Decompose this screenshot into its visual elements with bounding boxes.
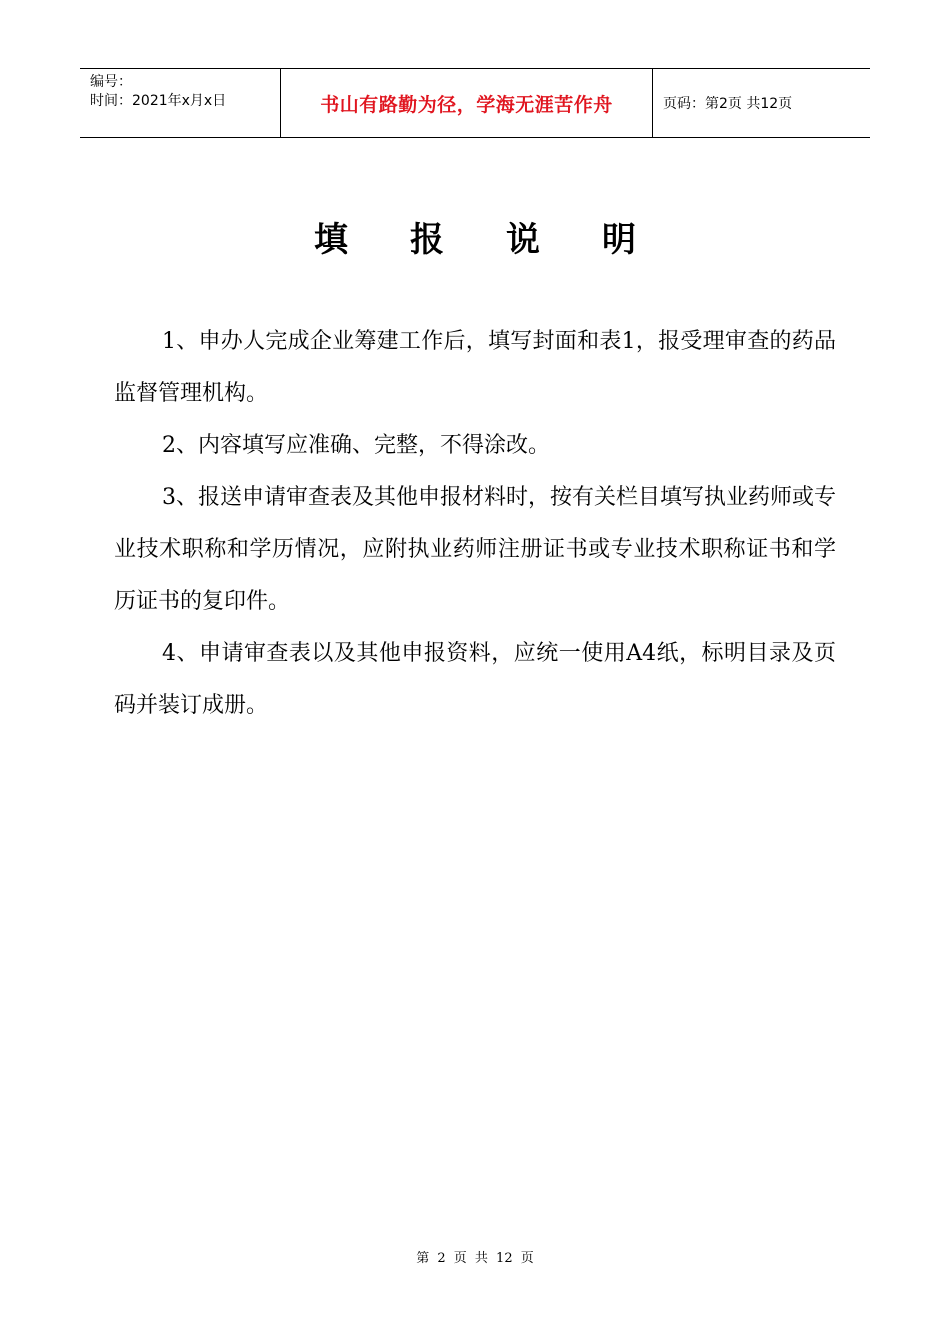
instruction-paragraph-4: 4、申请审查表以及其他申报资料，应统一使用A4纸，标明目录及页码并装订成册。 [114,641,836,718]
header-motto: 书山有路勤为径，学海无涯苦作舟 [281,69,653,137]
header-page-label: 页码：第2页 共12页 [663,96,793,112]
page-footer: 第 2 页 共 12 页 [416,1251,534,1266]
instruction-paragraph-1: 1、申办人完成企业筹建工作后，填写封面和表1，报受理审查的药品监督管理机构。 [114,329,836,406]
instruction-paragraph-3: 3、报送申请审查表及其他申报材料时，按有关栏目填写执业药师或专业技术职称和学历情况，应附执业药师注册证书或专业技术职称证书和学历证书的复印件。 [114,485,836,614]
header-meta-cell [80,69,281,137]
page-title: 填报说明 [314,220,698,260]
instruction-paragraph-2: 2、内容填写应准确、完整，不得涂改。 [162,433,550,458]
document-number-label: 编号： [90,74,132,90]
document-header [80,68,870,138]
document-time-label: 时间：2021年x月x日 [90,93,227,109]
instructions-body [114,316,836,732]
